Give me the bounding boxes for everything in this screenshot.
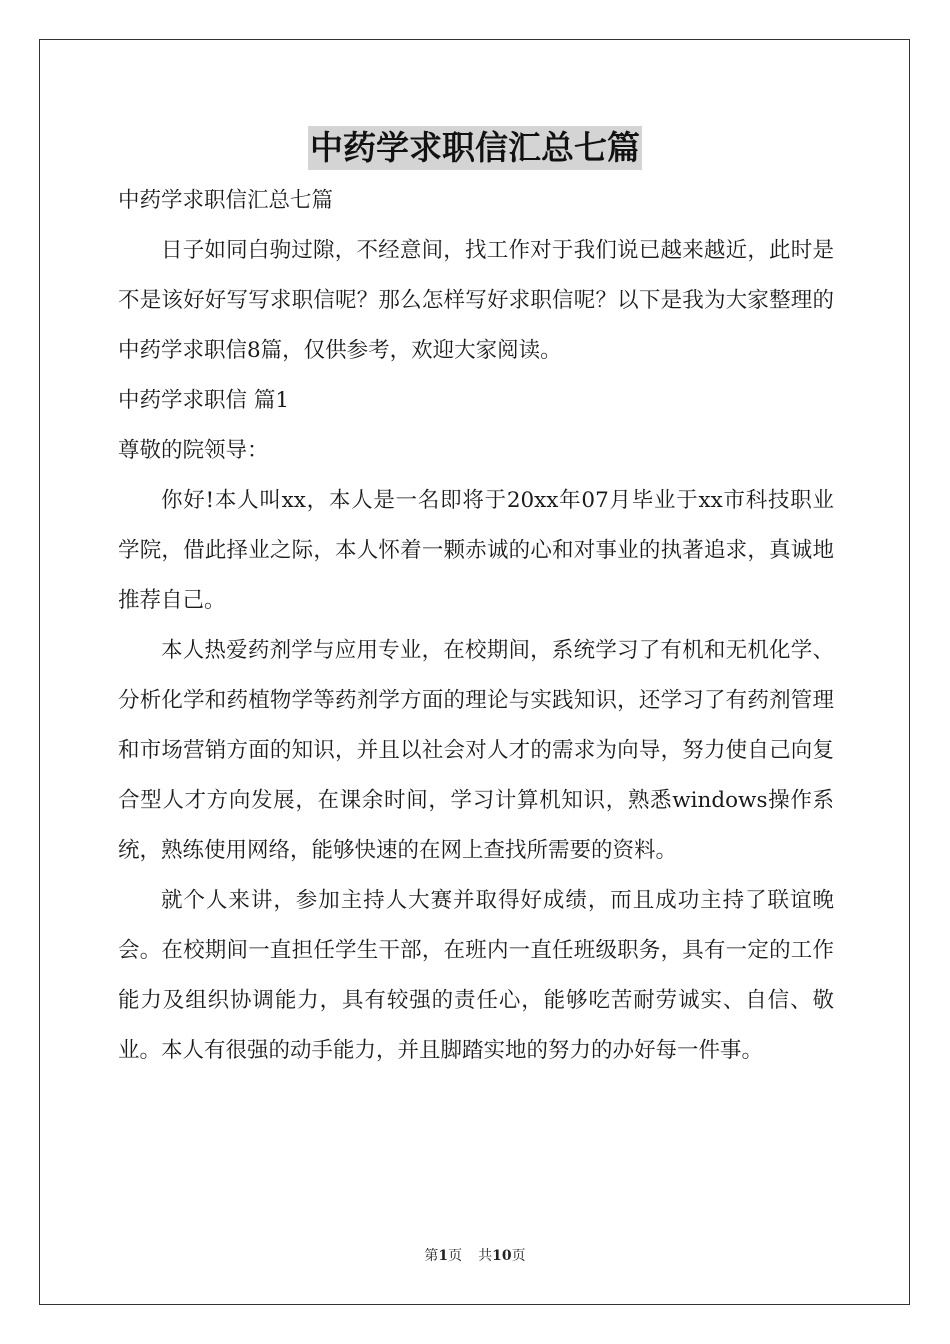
total-page-count: 10 [492, 1248, 512, 1264]
page-label-prefix: 第 [424, 1248, 439, 1264]
body-paragraph-1: 你好!本人叫xx，本人是一名即将于20xx年07月毕业于xx市科技职业学院，借此择业之际，本人怀着一颗赤诚的心和对事业的执著追求，真诚地推荐自己。 [118, 488, 834, 613]
body-paragraph-2: 本人热爱药剂学与应用专业，在校期间，系统学习了有机和无机化学、分析化学和药植物学等药剂学方面的理论与实践知识，还学习了有药剂管理和市场营销方面的知识，并且以社会对人才的需求为向导，努力使自己向复合型人才方向发展，在课余时间，学习计算机知识，熟悉windows操作系统，熟练使用网络，能够快速的在网上查找所需要的资料。 [118, 638, 834, 863]
current-page-number: 1 [438, 1248, 449, 1264]
total-label-suffix: 页 [511, 1248, 526, 1264]
total-label-prefix: 共 [478, 1248, 493, 1264]
document-body [118, 176, 834, 1076]
document-title: 中药学求职信汇总七篇 [308, 126, 642, 170]
intro-paragraph: 日子如同白驹过隙，不经意间，找工作对于我们说已越来越近，此时是不是该好好写写求职信呢？那么怎样写好求职信呢？以下是我为大家整理的中药学求职信8篇，仅供参考，欢迎大家阅读。 [118, 238, 834, 363]
salutation: 尊敬的院领导： [118, 438, 269, 463]
title-block [0, 126, 950, 170]
section-heading: 中药学求职信 篇1 [118, 388, 290, 413]
page-footer [0, 1246, 950, 1266]
body-paragraph-3: 就个人来讲，参加主持人大赛并取得好成绩，而且成功主持了联谊晚会。在校期间一直担任学生干部，在班内一直任班级职务，具有一定的工作能力及组织协调能力，具有较强的责任心，能够吃苦耐劳诚实、自信、敬业。本人有很强的动手能力，并且脚踏实地的努力的办好每一件事。 [118, 888, 834, 1063]
page-label-suffix: 页 [448, 1248, 463, 1264]
document-subtitle: 中药学求职信汇总七篇 [118, 188, 334, 213]
